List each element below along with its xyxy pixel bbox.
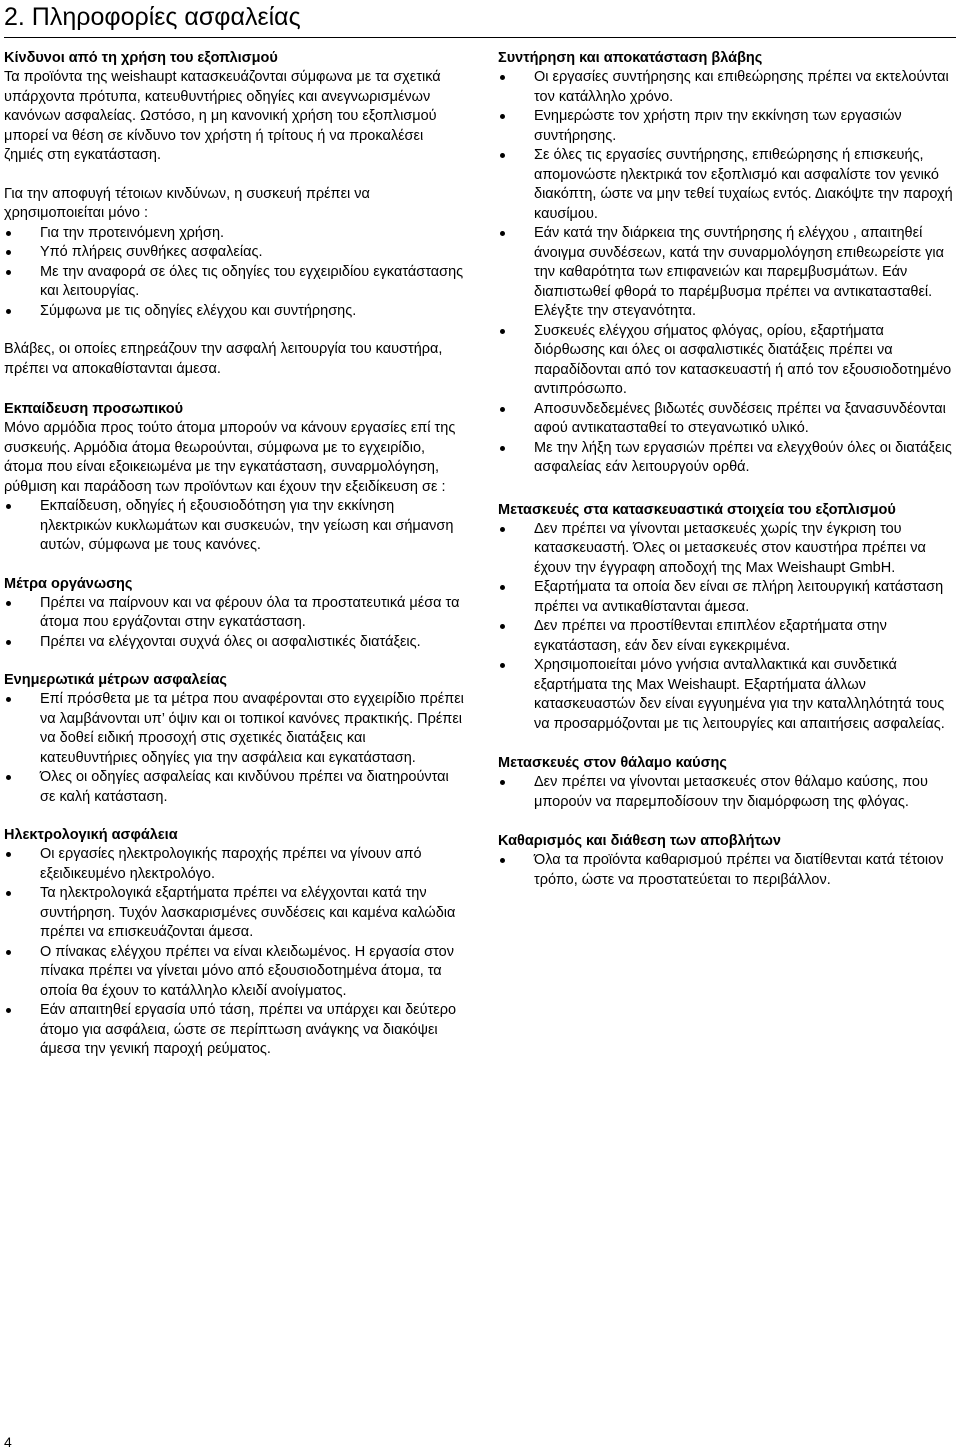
list-item: Όλα τα προϊόντα καθαρισμού πρέπει να διατίθενται κατά τέτοιον τρόπο, ώστε να προστατεύεται το περιβάλλον. <box>498 851 956 890</box>
list-item: Δεν πρέπει να προστίθενται επιπλέον εξαρτήματα στην εγκατάσταση, εάν δεν είναι εγκεκριμένα. <box>498 617 956 656</box>
left-column <box>4 49 464 1060</box>
list-item: Πρέπει να παίρνουν και να φέρουν όλα τα προστατευτικά μέσα τα άτομα που εργάζονται στην εγκατάσταση. <box>4 594 464 633</box>
list-item: Εκπαίδευση, οδηγίες ή εξουσιοδότηση για την εκκίνηση ηλεκτρικών κυκλωμάτων και συσκευών, την γείωση και σήμανση αυτών, σύμφωνα με τους κανόνες. <box>4 497 464 556</box>
left-section-2 <box>4 575 464 653</box>
list-item: Εξαρτήματα τα οποία δεν είναι σε πλήρη λειτουργική κατάσταση πρέπει να αντικαθίστανται άμεσα. <box>498 578 956 617</box>
list-item: Τα ηλεκτρολογικά εξαρτήματα πρέπει να ελέγχονται κατά την συντήρηση. Τυχόν λασκαρισμένες συνδέσεις και καμένα καλώδια πρέπει να επισκευάζονται άμεσα. <box>4 884 464 943</box>
list-item: Οι εργασίες συντήρησης και επιθεώρησης πρέπει να εκτελούνται τον κατάλληλο χρόνο. <box>498 68 956 107</box>
list-item: Με την λήξη των εργασιών πρέπει να ελεγχθούν όλες οι διατάξεις ασφαλείας εάν λειτουργούν ορθά. <box>498 439 956 478</box>
list-item: Δεν πρέπει να γίνονται μετασκευές χωρίς την έγκριση του κατασκευαστή. Όλες οι μετασκευές στον καυστήρα πρέπει να έχουν την έγγραφη αποδοχή της Max Weishaupt GmbH. <box>498 520 956 579</box>
right-section-0 <box>498 49 956 478</box>
bullet-list <box>4 224 464 322</box>
right-section-1 <box>498 501 956 735</box>
left-section-0 <box>4 49 464 379</box>
section-heading: Εκπαίδευση προσωπικού <box>4 401 184 417</box>
page-number: 4 <box>4 1434 12 1450</box>
list-item: Εάν απαιτηθεί εργασία υπό τάση, πρέπει να υπάρχει και δεύτερο άτομο για ασφάλεια, ώστε σε περίπτωση ανάγκης να διακόψει άμεσα την γενική παροχή ρεύματος. <box>4 1001 464 1060</box>
list-item: Οι εργασίες ηλεκτρολογικής παροχής πρέπει να γίνουν από εξειδικευμένο ηλεκτρολόγο. <box>4 845 464 884</box>
list-item: Δεν πρέπει να γίνονται μετασκευές στον θάλαμο καύσης, που μπορούν να παρεμποδίσουν την διαμόρφωση της φλόγας. <box>498 773 956 812</box>
page-title: 2. Πληροφορίες ασφαλείας <box>4 0 956 38</box>
section-heading: Καθαρισμός και διάθεση των αποβλήτων <box>498 833 781 849</box>
list-item: Πρέπει να ελέγχονται συχνά όλες οι ασφαλιστικές διατάξεις. <box>4 633 464 653</box>
paragraph-gap <box>4 321 464 340</box>
bullet-list <box>4 690 464 807</box>
list-item: Αποσυνδεδεμένες βιδωτές συνδέσεις πρέπει να ξανασυνδέονται αφού αντικατασταθεί το στεγανωτικό υλικό. <box>498 400 956 439</box>
bullet-list <box>4 594 464 653</box>
bullet-list <box>498 851 956 890</box>
left-section-3 <box>4 671 464 807</box>
paragraph: Μόνο αρμόδια προς τούτο άτομα μπορούν να κάνουν εργασίες επί της συσκευής. Αρμόδια άτομα θεωρούνται, σύμφωνα με το εγχειρίδιο, άτομα που είναι εξοικειωμένα με την εγκατάσταση, συναρμολόγηση, ρύθμιση και παράδοση των προϊόντων και έχουν την εξειδίκευση σε : <box>4 420 456 495</box>
right-section-2 <box>498 754 956 812</box>
list-item: Συσκευές ελέγχου σήματος φλόγας, ορίου, εξαρτήματα διόρθωσης και όλες οι ασφαλιστικές διατάξεις πρέπει να παραδίδονται από τον κατασκευαστή ή από τον εξουσιοδοτημένο αντιπρόσωπο. <box>498 322 956 400</box>
list-item: Ενημερώστε τον χρήστη πριν την εκκίνηση των εργασιών συντήρησης. <box>498 107 956 146</box>
bullet-list <box>4 845 464 1060</box>
bullet-list <box>4 497 464 556</box>
paragraph: Τα προϊόντα της weishaupt κατασκευάζονται σύμφωνα με τα σχετικά υπάρχοντα πρότυπα, κατευθυντήριες οδηγίες και ανεγνωρισμένων κανόνων ασφαλείας. Ωστόσο, η μη κανονική χρήση του εξοπλισμού μπορεί να θέση σε κίνδυνο τον χρήστη ή τρίτους ή να προκαλέσει ζημιές στη εγκατάσταση. <box>4 69 441 163</box>
list-item: Υπό πλήρεις συνθήκες ασφαλείας. <box>4 243 464 263</box>
paragraph: Για την αποφυγή τέτοιων κινδύνων, η συσκευή πρέπει να χρησιμοποιείται μόνο : <box>4 185 370 221</box>
bullet-list <box>498 68 956 478</box>
list-item: Επί πρόσθετα με τα μέτρα που αναφέρονται στο εγχειρίδιο πρέπει να λαμβάνονται υπ’ όψιν και οι τοπικοί κανόνες πρακτικής. Πρέπει να δοθεί ειδική προσοχή στις σχετικές διατάξεις και κατευθυντήριες οδηγίες για την ασφάλεια και εγκατάσταση. <box>4 690 464 768</box>
list-item: Σύμφωνα με τις οδηγίες ελέγχου και συντήρησης. <box>4 302 464 322</box>
list-item: Όλες οι οδηγίες ασφαλείας και κινδύνου πρέπει να διατηρούνται σε καλή κατάσταση. <box>4 768 464 807</box>
list-item: Με την αναφορά σε όλες τις οδηγίες του εγχειριδίου εγκατάστασης και λειτουργίας. <box>4 263 464 302</box>
left-section-1 <box>4 400 464 556</box>
bullet-list <box>498 520 956 735</box>
list-item: Σε όλες τις εργασίες συντήρησης, επιθεώρησης ή επισκευής, απομονώστε ηλεκτρικά τον εξοπλισμό και ασφαλίστε τον γενικό διακόπτη, ώστε να μην τεθεί τυχαίως εντός. Διακόψτε την παροχή καυσίμου. <box>498 146 956 224</box>
section-heading: Συντήρηση και αποκατάσταση βλάβης <box>498 50 763 66</box>
section-heading: Κίνδυνοι από τη χρήση του εξοπλισμού <box>4 50 278 66</box>
list-item: Εάν κατά την διάρκεια της συντήρησης ή ελέγχου , απαιτηθεί άνοιγμα συνδέσεων, κατά την συναρμολόγηση επιθεωρείστε για την καθαρότητα των επιφανειών και παρεμβυσμάτων. Εάν διαπιστωθεί φθορά το παρέμβυσμα πρέπει να αντικατασταθεί. Ελέγξτε την στεγανότητα. <box>498 224 956 322</box>
list-item: Χρησιμοποιείται μόνο γνήσια ανταλλακτικά και συνδετικά εξαρτήματα της Max Weishaupt. Εξαρτήματα άλλων κατασκευαστών δεν είναι εγγυημένα για την καταλληλότητά τους να προσαρμόζονται με τις λειτουργίες και απαιτήσεις ασφαλείας. <box>498 656 956 734</box>
paragraph: Βλάβες, οι οποίες επηρεάζουν την ασφαλή λειτουργία του καυστήρα, πρέπει να αποκαθίστανται άμεσα. <box>4 341 443 377</box>
section-heading: Μετασκευές στον θάλαμο καύσης <box>498 755 727 771</box>
list-item: Για την προτεινόμενη χρήση. <box>4 224 464 244</box>
right-column <box>498 49 956 890</box>
section-heading: Ηλεκτρολογική ασφάλεια <box>4 827 178 843</box>
right-section-3 <box>498 832 956 890</box>
paragraph-gap <box>4 166 464 185</box>
section-heading: Μέτρα οργάνωσης <box>4 575 133 592</box>
section-heading: Μετασκευές στα κατασκευαστικά στοιχεία του εξοπλισμού <box>498 501 896 518</box>
section-heading: Ενημερωτικά μέτρων ασφαλείας <box>4 672 227 688</box>
list-item: Ο πίνακας ελέγχου πρέπει να είναι κλειδωμένος. Η εργασία στον πίνακα πρέπει να γίνεται μόνο από εξουσιοδοτημένα άτομα, τα οποία θα έχουν το κατάλληλο κλειδί ανοίγματος. <box>4 943 464 1002</box>
bullet-list <box>498 773 956 812</box>
left-section-4 <box>4 826 464 1060</box>
